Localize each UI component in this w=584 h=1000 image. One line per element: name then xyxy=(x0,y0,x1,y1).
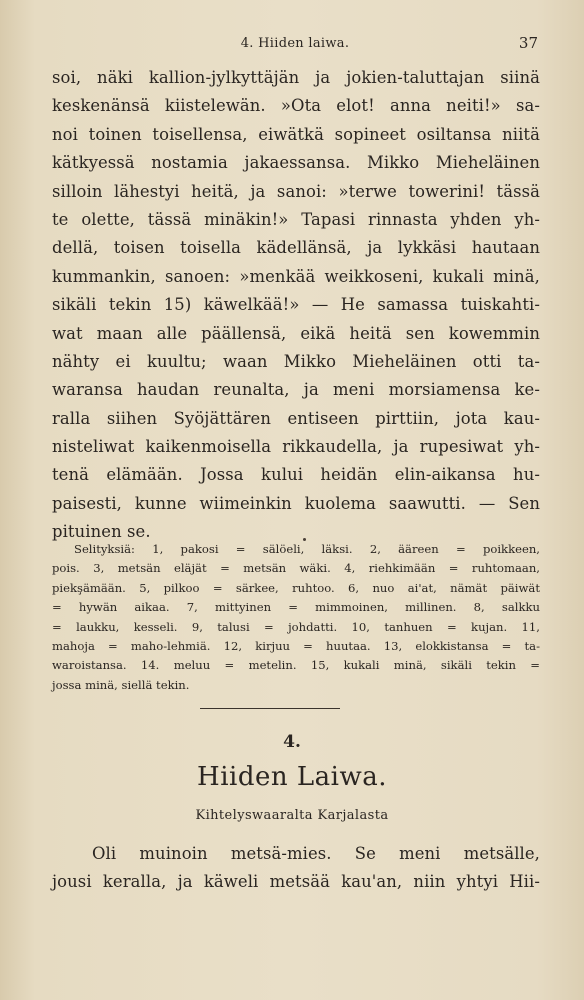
text-line: waransa haudan reunalta, ja meni morsiamensa ke- xyxy=(52,380,540,400)
running-title: 4. Hiiden laiwa. xyxy=(240,36,350,51)
note-line: waroistansa. 14. meluu = metelin. 15, kukali minä, sikäli tekin = xyxy=(52,658,540,673)
page-header xyxy=(52,34,538,56)
text-line: keskenänsä kiistelewän. »Ota elot! anna neiti!» sa- xyxy=(52,96,540,116)
story-text xyxy=(52,840,540,897)
section-number: 4. xyxy=(283,732,301,752)
note-line: jossa minä, siellä tekin. xyxy=(52,677,190,692)
note-line: mahoja = maho-lehmiä. 12, kirjuu = huutaa. 13, elokkistansa = ta- xyxy=(52,638,540,653)
note-line: = hywän aikaa. 7, mittyinen = mimmoinen, millinen. 8, salkku xyxy=(52,600,540,615)
glossary-notes xyxy=(52,540,540,695)
text-line: sikäli tekin 15) käwelkää!» — He samassa tuiskahti- xyxy=(52,295,540,315)
text-line: jousi keralla, ja käweli metsää kau'an, niin yhtyi Hii- xyxy=(52,872,540,892)
note-line: pois. 3, metsän eläjät = metsän wäki. 4, riehkimään = ruhtomaan, xyxy=(52,561,540,576)
section-divider xyxy=(200,708,340,709)
note-line: Selityksiä: 1, pakosi = sälöeli, läksi. 2, ääreen = poikkeen, xyxy=(74,542,540,556)
section-title: Hiiden Laiwa. xyxy=(197,762,387,792)
page-number: 37 xyxy=(518,34,538,52)
text-line: ralla siihen Syöjättären entiseen pirttiin, jota kau- xyxy=(52,408,540,428)
text-line: noi toinen toisellensa, eiwätkä sopineet osiltansa niitä xyxy=(52,124,540,144)
main-text xyxy=(52,64,540,547)
note-line: piekşämään. 5, pilkoo = särkee, ruhtoo. 6, nuo ai'at, nämät päiwät xyxy=(52,580,540,595)
text-line: pituinen se. xyxy=(52,522,151,542)
text-line: Oli muinoin metsä-mies. Se meni metsälle, xyxy=(92,844,540,863)
note-line: = laukku, kesseli. 9, talusi = johdatti. 10, tanhuen = kujan. 11, xyxy=(52,619,540,634)
text-line: nisteliwat kaikenmoisella rikkaudella, ja rupesiwat yh- xyxy=(52,437,540,457)
text-line: te olette, tässä minäkin!» Tapasi rinnasta yhden yh- xyxy=(52,209,540,229)
text-line: tenä elämään. Jossa kului heidän elin-aikansa hu- xyxy=(52,465,540,485)
text-line: silloin lähestyi heitä, ja sanoi: »terwe towerini! tässä xyxy=(52,181,540,201)
text-line: wat maan alle päällensä, eikä heitä sen kowemmin xyxy=(52,323,540,343)
text-line: kätkyessä nostamia jakaessansa. Mikko Mieheläinen xyxy=(52,153,540,173)
text-line: soi, näki kallion-jylkyttäjän ja jokien-taluttajan siinä xyxy=(52,68,540,87)
text-line: kummankin, sanoen: »menkää weikkoseni, kukali minä, xyxy=(52,266,540,286)
text-line: nähty ei kuultu; waan Mikko Mieheläinen otti ta- xyxy=(52,351,540,371)
text-line: dellä, toisen toisella kädellänsä, ja lykkäsi hautaan xyxy=(52,238,540,258)
text-line: paisesti, kunne wiimeinkin kuolema saawutti. — Sen xyxy=(52,493,540,513)
section-subtitle: Kihtelyswaaralta Karjalasta xyxy=(195,808,389,823)
